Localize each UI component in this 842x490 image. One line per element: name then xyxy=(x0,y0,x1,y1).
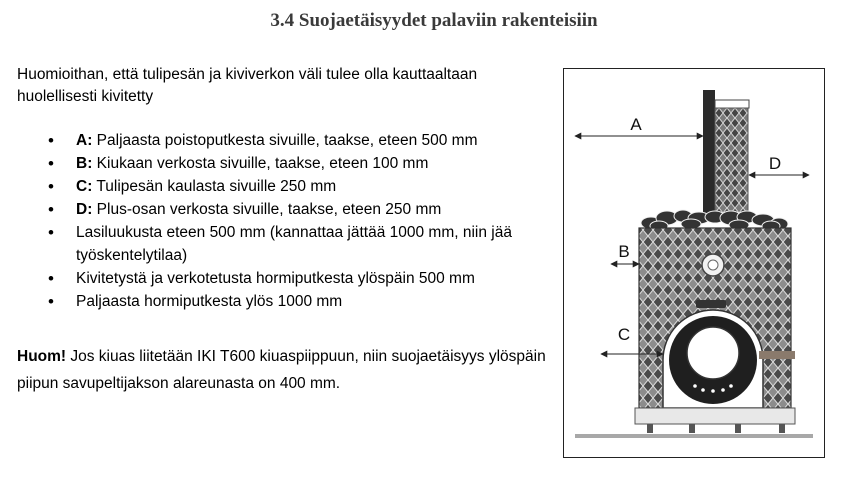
list-item-label: D: xyxy=(76,201,93,218)
label-c: C xyxy=(617,325,631,344)
list-item-chimney-stoned xyxy=(40,267,560,290)
note-paragraph xyxy=(17,343,552,397)
firebox-glass xyxy=(687,327,739,379)
list-item-glass-door xyxy=(40,221,560,267)
label-b: B xyxy=(618,242,630,261)
list-item-text: Lasiluukusta eteen 500 mm (kannattaa jättää 1000 mm, niin jää työskentelytilaa) xyxy=(76,224,512,264)
list-item-text: Tulipesän kaulasta sivuille 250 mm xyxy=(92,178,337,195)
list-item-label: C: xyxy=(76,178,93,195)
firebox-neck-right xyxy=(759,351,795,359)
note-text: Jos kiuas liitetään IKI T600 kiuaspiippuun, niin suojaetäisyys ylöspäin piipun savupeltijakson alareunasta on 400 mm. xyxy=(17,348,546,392)
clearance-list xyxy=(40,129,560,313)
chimney-cap xyxy=(715,100,749,108)
section-heading: 3.4 Suojaetäisyydet palaviin rakenteisiin xyxy=(270,10,598,31)
chimney-pipe xyxy=(703,90,715,215)
list-item-b xyxy=(40,152,560,175)
plus-part-mesh xyxy=(715,108,748,215)
list-item-chimney-bare xyxy=(40,290,560,313)
label-d: D xyxy=(768,154,782,173)
list-item-text: Plus-osan verkosta sivuille, taakse, eteen 250 mm xyxy=(92,201,442,218)
list-item-d xyxy=(40,198,560,221)
thermometer-dial xyxy=(708,260,718,270)
firebox-handle xyxy=(696,300,726,308)
list-item-text: Kivitetystä ja verkotetusta hormiputkesta ylöspäin 500 mm xyxy=(76,270,475,287)
list-item-label: A: xyxy=(76,132,93,149)
label-a: A xyxy=(630,115,642,134)
floor-line xyxy=(575,434,813,438)
list-item-label: B: xyxy=(76,155,93,172)
list-item-c xyxy=(40,175,560,198)
list-item-a xyxy=(40,129,560,152)
stove-diagram xyxy=(563,68,825,458)
note-label: Huom! xyxy=(17,348,67,365)
stove-base xyxy=(635,408,795,424)
list-item-text: Kiukaan verkosta sivuille, taakse, eteen 100 mm xyxy=(92,155,429,172)
intro-paragraph: Huomioithan, että tulipesän ja kiviverkon väli tulee olla kauttaaltaan huolellisesti kivitetty xyxy=(17,66,478,105)
list-item-text: Paljaasta poistoputkesta sivuille, taakse, eteen 500 mm xyxy=(92,132,478,149)
list-item-text: Paljaasta hormiputkesta ylös 1000 mm xyxy=(76,293,343,310)
